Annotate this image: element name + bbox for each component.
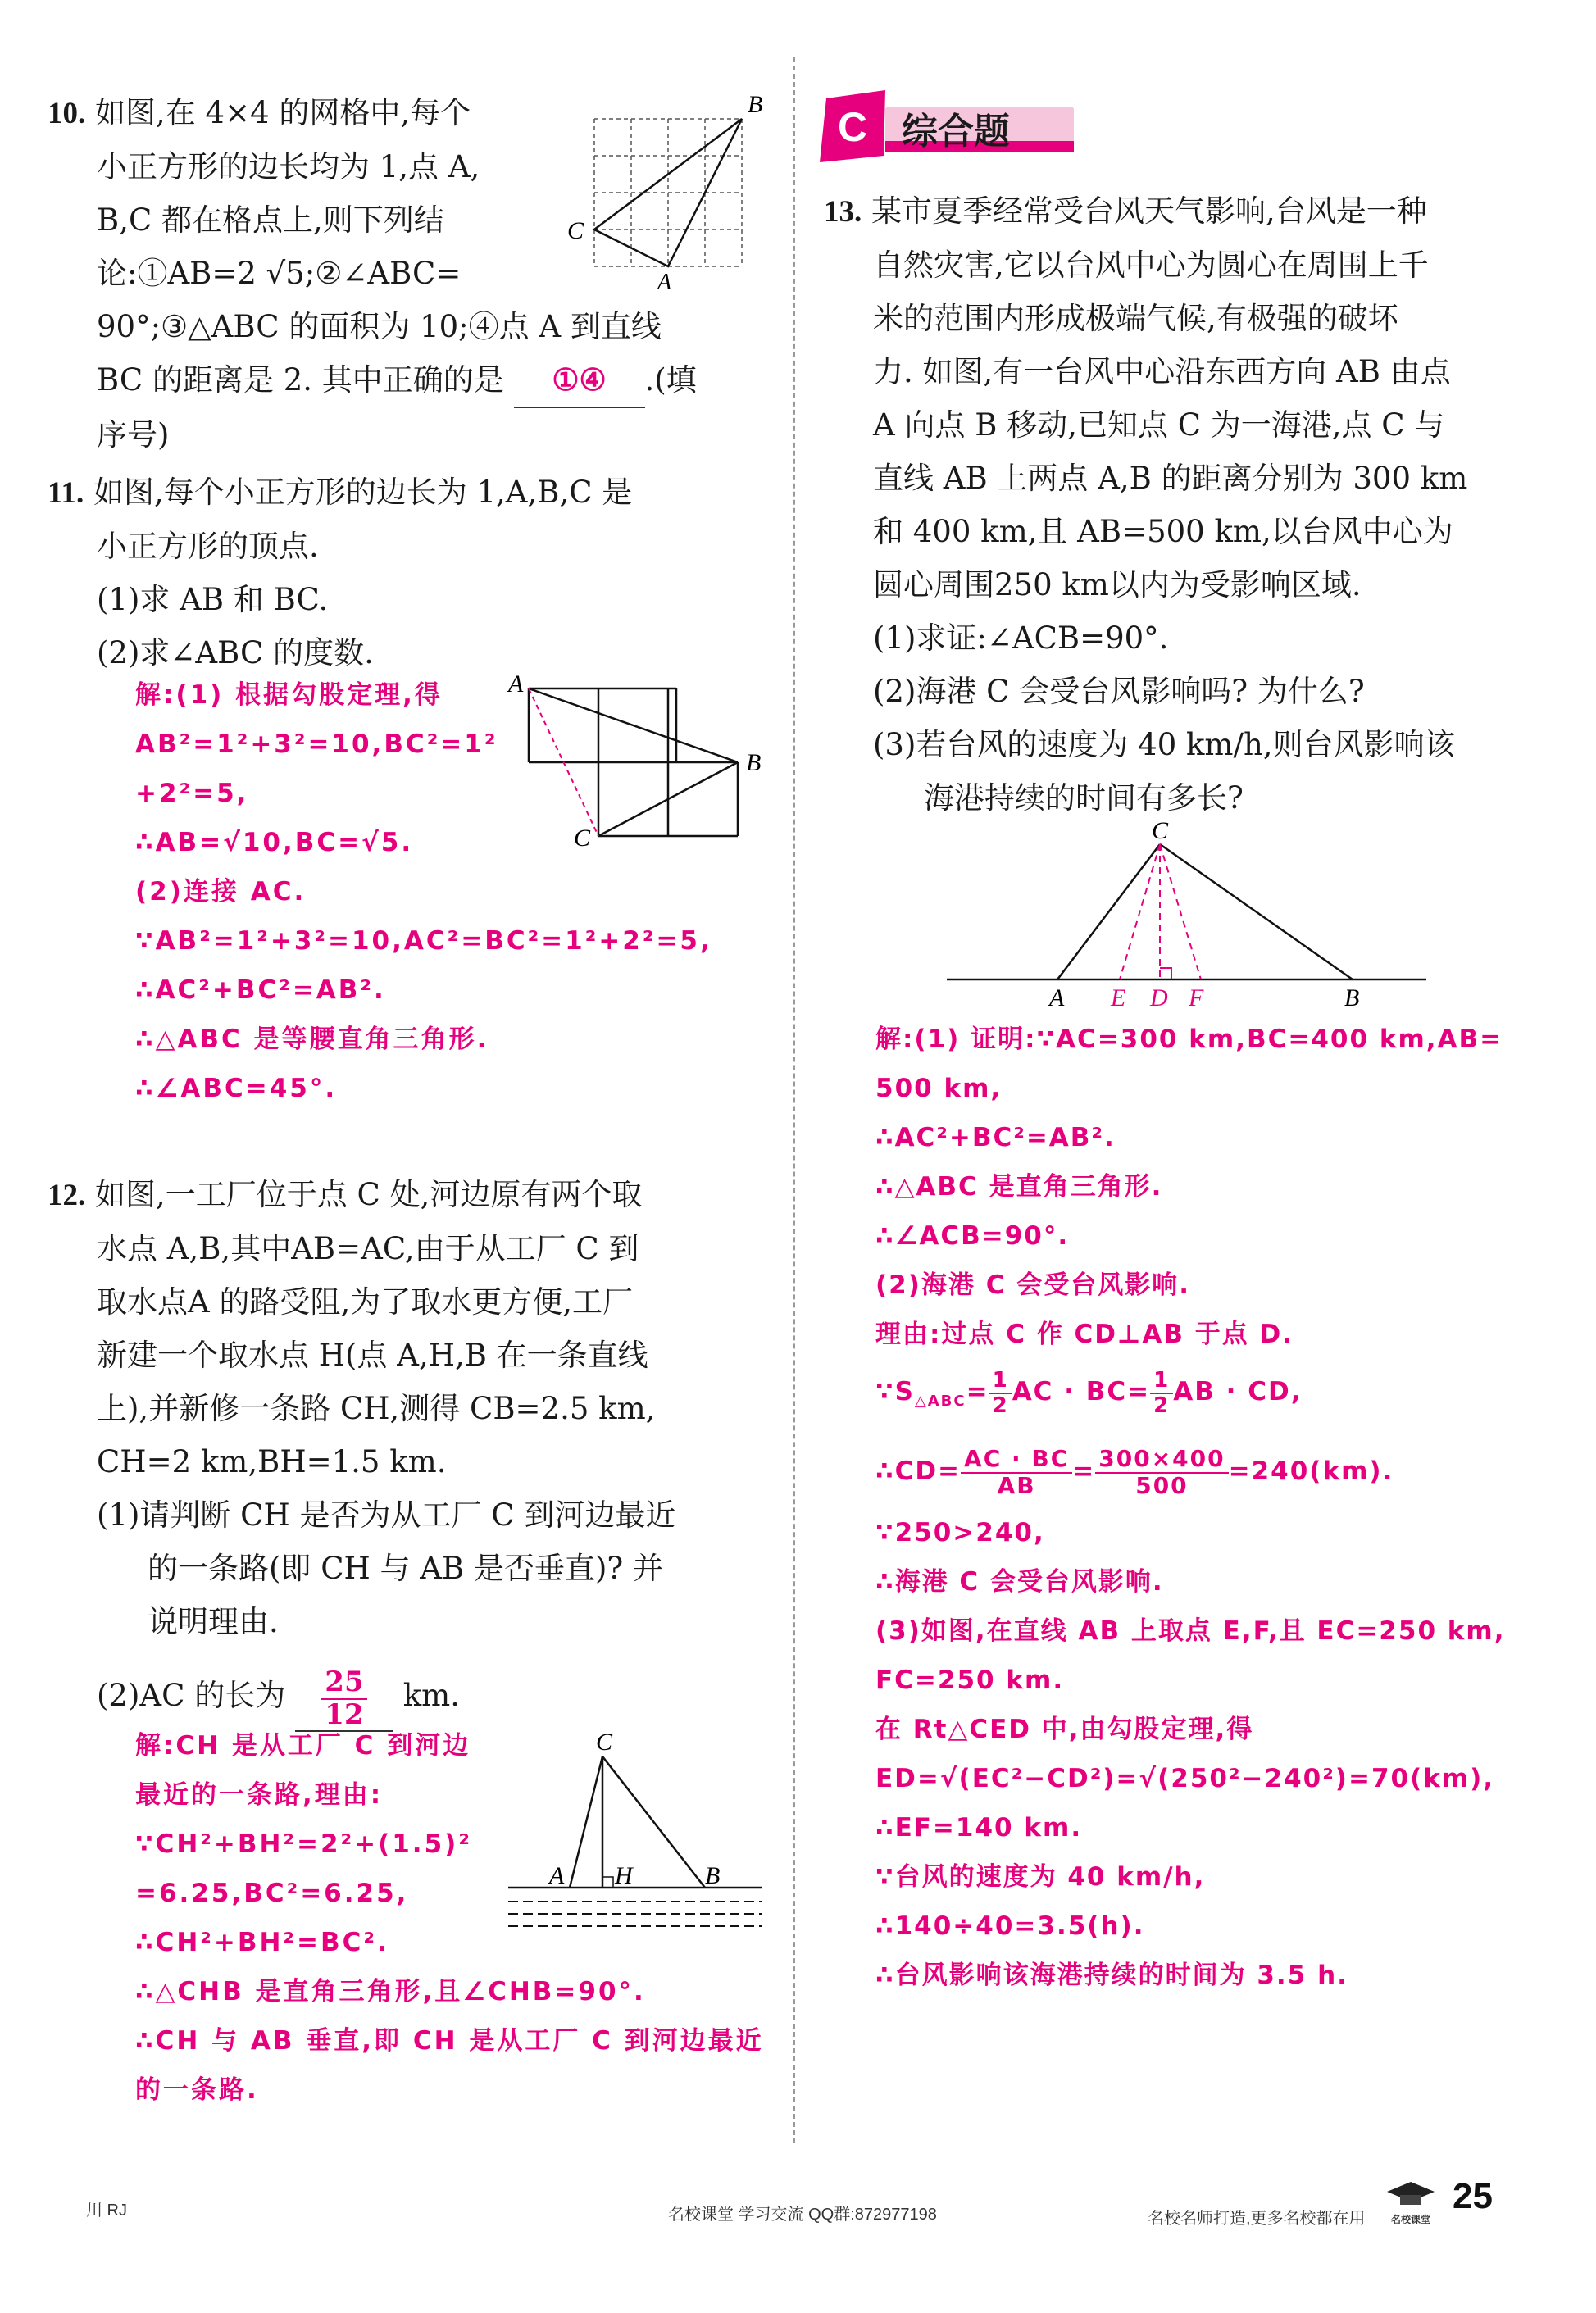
question-text: 米的范围内形成极端气候,有极强的破坏 bbox=[873, 301, 1398, 336]
frac-den: AB bbox=[997, 1471, 1036, 1499]
text: = bbox=[966, 1377, 989, 1406]
question-text: 如图,一工厂位于点 C 处,河边原有两个取 bbox=[95, 1177, 643, 1212]
section-letter: C bbox=[838, 104, 868, 150]
question-part: (2)海港 C 会受台风影响吗? 为什么? bbox=[873, 674, 1365, 709]
solution-line: ∴台风影响该海港持续的时间为 3.5 h. bbox=[875, 1961, 1348, 1991]
frac-num: AC · BC bbox=[961, 1447, 1072, 1474]
label-B: B bbox=[705, 1862, 721, 1889]
solution-line: 解:CH 是从工厂 C 到河边 bbox=[135, 1731, 471, 1761]
question-part: (1)求证:∠ACB=90°. bbox=[873, 620, 1169, 656]
question-text: 和 400 km,且 AB=500 km,以台风中心为 bbox=[873, 514, 1453, 549]
question-text: km. bbox=[402, 1678, 461, 1713]
question-part: 说明理由. bbox=[148, 1604, 279, 1639]
label-H: H bbox=[615, 1862, 633, 1889]
question-text: 新建一个取水点 H(点 A,H,B 在一条直线 bbox=[97, 1338, 648, 1373]
answer-denominator: 12 bbox=[325, 1697, 364, 1731]
label-A: A bbox=[508, 670, 524, 698]
text: ∵S bbox=[875, 1377, 915, 1406]
solution-line: ∴△ABC 是直角三角形. bbox=[875, 1172, 1163, 1202]
question-part: (1)请判断 CH 是否为从工厂 C 到河边最近 bbox=[97, 1497, 676, 1533]
solution-line: 最近的一条路,理由: bbox=[135, 1780, 384, 1810]
solution-line: ∴AC²+BC²=AB². bbox=[875, 1123, 1116, 1152]
frac-num: 1 bbox=[1150, 1369, 1173, 1394]
solution-line: ∴海港 C 会受台风影响. bbox=[875, 1567, 1164, 1597]
solution-line: +2²=5, bbox=[135, 779, 249, 808]
solution-line: FC=250 km. bbox=[875, 1665, 1065, 1696]
answer-numerator: 25 bbox=[321, 1667, 366, 1699]
q13-solution bbox=[875, 1015, 1580, 2000]
answer-blank: ①④ bbox=[514, 353, 645, 408]
label-E: E bbox=[1111, 984, 1126, 1011]
solution-line: 在 Rt△CED 中,由勾股定理,得 bbox=[875, 1715, 1254, 1745]
solution-line: ∵台风的速度为 40 km/h, bbox=[875, 1862, 1206, 1893]
question-text: 小正方形的顶点. bbox=[97, 529, 319, 564]
solution-line: 解:(1) 证明:∵AC=300 km,BC=400 km,AB= bbox=[875, 1025, 1503, 1054]
text: =240(km). bbox=[1228, 1456, 1394, 1487]
solution-line: ∵250>240, bbox=[875, 1518, 1045, 1548]
question-part: (2)求∠ABC 的度数. bbox=[97, 635, 374, 670]
question-part: (1)求 AB 和 BC. bbox=[97, 582, 329, 617]
q12-river-figure bbox=[500, 1729, 771, 1930]
frac-den: 2 bbox=[1153, 1393, 1171, 1418]
frac-num: 300×400 bbox=[1095, 1447, 1228, 1474]
question-number: 10. bbox=[48, 97, 86, 130]
question-number: 12. bbox=[48, 1179, 86, 1212]
question-text: BC 的距离是 2. 其中正确的是 bbox=[97, 362, 504, 398]
question-text: B,C 都在格点上,则下列结 bbox=[97, 202, 444, 238]
question-12 bbox=[48, 1168, 785, 1732]
solution-line: (2)连接 AC. bbox=[135, 877, 307, 907]
question-text: CH=2 km,BH=1.5 km. bbox=[97, 1444, 447, 1479]
label-C: C bbox=[1152, 817, 1169, 844]
solution-line: ∴∠ACB=90°. bbox=[875, 1221, 1070, 1251]
question-13 bbox=[824, 184, 1570, 825]
solution-line bbox=[875, 1359, 1580, 1434]
logo-graduation-icon bbox=[1385, 2180, 1436, 2208]
question-11 bbox=[48, 466, 785, 679]
solution-line: ∴△CHB 是直角三角形,且∠CHB=90°. bbox=[135, 1977, 646, 2006]
q11-grid-figure bbox=[492, 672, 787, 852]
text: ∴CD= bbox=[875, 1456, 962, 1487]
question-text: 取水点A 的路受阻,为了取水更方便,工厂 bbox=[97, 1284, 634, 1320]
question-text: .(填 bbox=[644, 362, 697, 398]
footer-slogan: 名校名师打造,更多名校都在用 bbox=[1148, 2210, 1366, 2228]
label-C: C bbox=[567, 217, 584, 244]
footer-qq-group: 名校课堂 学习交流 QQ群:872977198 bbox=[668, 2206, 937, 2224]
solution-line: 的一条路. bbox=[135, 2075, 259, 2105]
label-B: B bbox=[1344, 984, 1360, 1011]
question-text: 水点 A,B,其中AB=AC,由于从工厂 C 到 bbox=[97, 1231, 639, 1266]
frac-num: 1 bbox=[989, 1369, 1012, 1394]
question-text: 力. 如图,有一台风中心沿东西方向 AB 由点 bbox=[873, 354, 1451, 389]
solution-line: ∴140÷40=3.5(h). bbox=[875, 1911, 1145, 1942]
solution-line: ∴∠ABC=45°. bbox=[135, 1074, 338, 1103]
solution-line: 解:(1) 根据勾股定理,得 bbox=[135, 680, 443, 710]
solution-line: ∵CH²+BH²=2²+(1.5)² bbox=[135, 1829, 472, 1859]
footer-logo bbox=[1385, 2180, 1436, 2226]
label-C: C bbox=[574, 825, 591, 852]
question-text: 小正方形的边长均为 1,点 A, bbox=[97, 149, 480, 184]
question-text: A 向点 B 移动,已知点 C 为一海港,点 C 与 bbox=[873, 407, 1445, 443]
section-title: 综合题 bbox=[902, 111, 1010, 152]
solution-line: ∴AC²+BC²=AB². bbox=[135, 975, 386, 1005]
solution-line: ∴CH²+BH²=BC². bbox=[135, 1928, 389, 1957]
question-text: 直线 AB 上两点 A,B 的距离分别为 300 km bbox=[873, 461, 1468, 496]
solution-line: ∴AB=√10,BC=√5. bbox=[135, 828, 414, 857]
question-number: 13. bbox=[824, 195, 862, 229]
frac-den: 2 bbox=[992, 1393, 1009, 1418]
label-A: A bbox=[549, 1862, 565, 1889]
question-text: 如图,在 4×4 的网格中,每个 bbox=[95, 95, 471, 130]
question-part: (3)若台风的速度为 40 km/h,则台风影响该 bbox=[873, 727, 1455, 762]
question-number: 11. bbox=[48, 476, 84, 510]
label-B: B bbox=[748, 91, 763, 118]
question-part: 海港持续的时间有多长? bbox=[924, 780, 1244, 816]
label-C: C bbox=[596, 1729, 613, 1756]
solution-line: ∴EF=140 km. bbox=[875, 1813, 1083, 1843]
q10-grid-figure bbox=[567, 91, 763, 295]
question-text: 90°;③△ABC 的面积为 10;④点 A 到直线 bbox=[97, 309, 662, 344]
label-B: B bbox=[746, 749, 762, 776]
question-text: 自然灾害,它以台风中心为圆心在周围上千 bbox=[873, 248, 1429, 283]
solution-line: 500 km, bbox=[875, 1074, 1003, 1103]
question-text: 上),并新修一条路 CH,测得 CB=2.5 km, bbox=[97, 1391, 656, 1426]
solution-line: ∴CH 与 AB 垂直,即 CH 是从工厂 C 到河边最近 bbox=[135, 2026, 764, 2056]
text: AC · BC= bbox=[1012, 1377, 1151, 1406]
question-text: 序号) bbox=[97, 417, 170, 452]
label-D: D bbox=[1150, 984, 1168, 1011]
label-A: A bbox=[1049, 984, 1065, 1011]
frac-den: 500 bbox=[1135, 1471, 1189, 1499]
label-A: A bbox=[657, 270, 672, 295]
question-text: 圆心周围250 km以内为受影响区域. bbox=[873, 567, 1362, 602]
footer-edition: 川 RJ bbox=[86, 2202, 127, 2220]
text: = bbox=[1072, 1456, 1096, 1487]
solution-line: ∴△ABC 是等腰直角三角形. bbox=[135, 1025, 489, 1054]
label-F: F bbox=[1189, 984, 1204, 1011]
solution-line: (3)如图,在直线 AB 上取点 E,F,且 EC=250 km, bbox=[875, 1616, 1506, 1647]
question-part: (2)AC 的长为 bbox=[97, 1678, 286, 1713]
solution-line: =6.25,BC²=6.25, bbox=[135, 1879, 409, 1908]
logo-text: 名校课堂 bbox=[1390, 2214, 1430, 2225]
solution-line: AB²=1²+3²=10,BC²=1² bbox=[135, 729, 498, 759]
subscript: △ABC bbox=[914, 1393, 966, 1411]
question-text: 论:①AB=2 √5;②∠ABC= bbox=[97, 256, 462, 291]
solution-line bbox=[875, 1434, 1580, 1508]
solution-line: 理由:过点 C 作 CD⊥AB 于点 D. bbox=[875, 1320, 1294, 1349]
solution-line: ED=√(EC²−CD²)=√(250²−240²)=70(km), bbox=[875, 1764, 1495, 1794]
question-text: 某市夏季经常受台风天气影响,台风是一种 bbox=[871, 193, 1427, 229]
solution-line: ∵AB²=1²+3²=10,AC²=BC²=1²+2²=5, bbox=[135, 926, 712, 956]
section-header bbox=[820, 90, 1082, 172]
column-divider bbox=[793, 57, 795, 2143]
q13-typhoon-figure bbox=[943, 816, 1435, 1012]
page-number: 25 bbox=[1453, 2176, 1493, 2216]
question-text: 如图,每个小正方形的边长为 1,A,B,C 是 bbox=[93, 475, 633, 510]
solution-line: (2)海港 C 会受台风影响. bbox=[875, 1270, 1191, 1300]
question-part: 的一条路(即 CH 与 AB 是否垂直)? 并 bbox=[148, 1551, 663, 1586]
text: AB · CD, bbox=[1173, 1377, 1303, 1406]
